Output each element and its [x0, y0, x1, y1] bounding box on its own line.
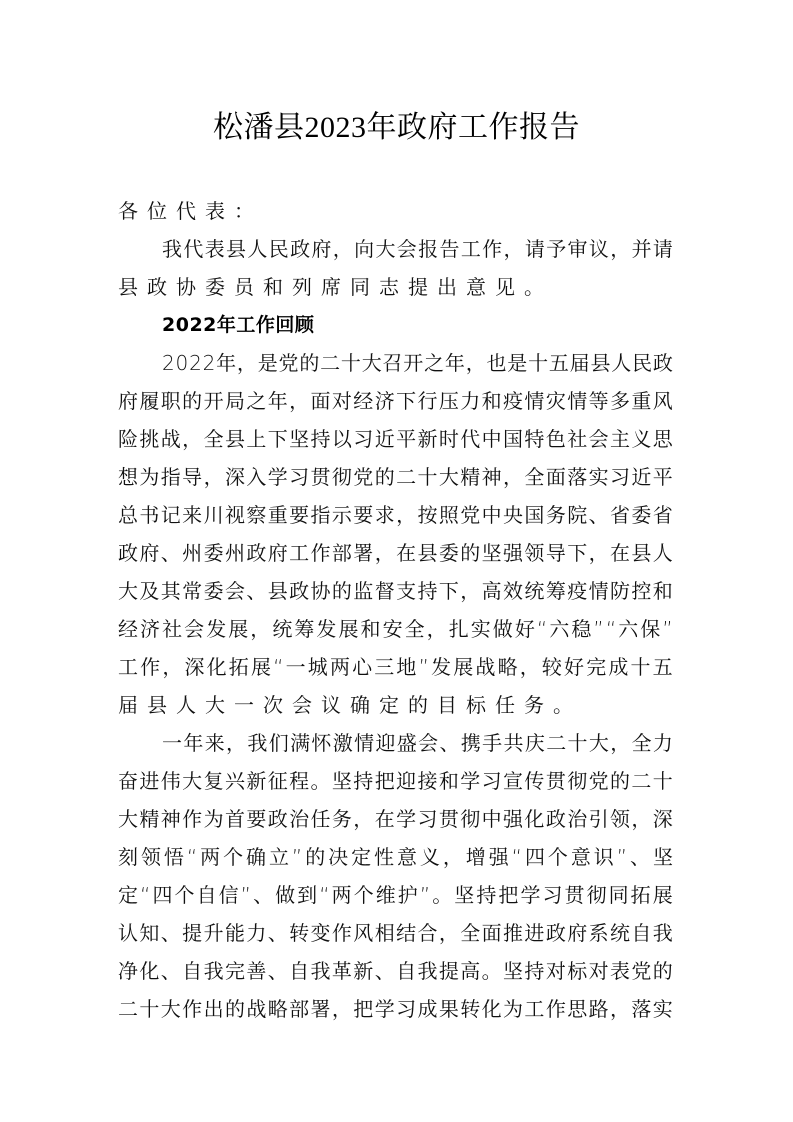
paragraph-line: 刻 领 悟 “ 两 个 确 立 ” 的 决 定 性 意 义 ， 增 强 “ 四 个 意 识 ” 、 坚 [118, 845, 673, 869]
paragraph-line: 经 济 社 会 发 展 ， 统 筹 发 展 和 安 全 ， 扎 实 做 好 “ 六 稳 ” “ 六 保 ” [118, 617, 673, 641]
paragraph-line: 净 化 、 自 我 完 善 、 自 我 革 新 、 自 我 提 高 。 坚 持 对 标 对 表 党 的 [118, 959, 673, 983]
paragraph-line: 奋 进 伟 大 复 兴 新 征 程 。 坚 持 把 迎 接 和 学 习 宣 传 贯 彻 党 的 二 十 [118, 769, 673, 793]
paragraph-line: 认 知 、 提 升 能 力 、 转 变 作 风 相 结 合 ， 全 面 推 进 政 府 系 统 自 我 [118, 921, 673, 945]
paragraph-line: 总 书 记 来 川 视 察 重 要 指 示 要 求 ， 按 照 党 中 央 国 务 院 、 省 委 省 [118, 503, 673, 527]
paragraph-line: 一 年 来 ， 我 们 满 怀 激 情 迎 盛 会 、 携 手 共 庆 二 十 大 ， 全 力 [162, 731, 673, 755]
section-heading: 2022年工作回顾 [162, 314, 315, 336]
document-title: 松潘县2023年政府工作报告 [213, 111, 580, 144]
paragraph-line: 县政协委员和列席同志提出意见。 [118, 275, 553, 299]
paragraph-line: 2 0 2 2 年 ， 是 党 的 二 十 大 召 开 之 年 ， 也 是 十 五 届 县 人 民 政 [162, 351, 673, 375]
paragraph-line: 府 履 职 的 开 局 之 年 ， 面 对 经 济 下 行 压 力 和 疫 情 灾 情 等 多 重 风 [118, 389, 673, 413]
paragraph-line: 届县人大一次会议确定的目标任务。 [118, 693, 582, 717]
paragraph-line: 险 挑 战 ， 全 县 上 下 坚 持 以 习 近 平 新 时 代 中 国 特 色 社 会 主 义 思 [118, 427, 673, 451]
intro-paragraph [118, 230, 673, 306]
paragraph-line: 二 十 大 作 出 的 战 略 部 署 ， 把 学 习 成 果 转 化 为 工 作 思 路 ， 落 实 [118, 997, 673, 1021]
paragraph-line: 想 为 指 导 ， 深 入 学 习 贯 彻 党 的 二 十 大 精 神 ， 全 面 落 实 习 近 平 [118, 465, 673, 489]
salutation: 各位代表： [118, 199, 263, 223]
document-body [118, 192, 673, 1028]
paragraph-review-summary [118, 344, 673, 724]
paragraph-year-review [118, 724, 673, 1028]
paragraph-line: 我 代 表 县 人 民 政 府 ， 向 大 会 报 告 工 作 ， 请 予 审 议 ， 并 请 [162, 237, 673, 261]
paragraph-line: 大 及 其 常 委 会 、 县 政 协 的 监 督 支 持 下 ， 高 效 统 筹 疫 情 防 控 和 [118, 579, 673, 603]
paragraph-line: 政 府 、 州 委 州 政 府 工 作 部 署 ， 在 县 委 的 坚 强 领 导 下 ， 在 县 人 [118, 541, 673, 565]
paragraph-line: 大 精 神 作 为 首 要 政 治 任 务 ， 在 学 习 贯 彻 中 强 化 政 治 引 领 ， 深 [118, 807, 673, 831]
paragraph-line: 定 “ 四 个 自 信 ” 、 做 到 “ 两 个 维 护 ” 。 坚 持 把 学 习 贯 彻 同 拓 展 [118, 883, 673, 907]
paragraph-line: 工 作 ， 深 化 拓 展 “ 一 城 两 心 三 地 ” 发 展 战 略 ， 较 好 完 成 十 五 [118, 655, 673, 679]
